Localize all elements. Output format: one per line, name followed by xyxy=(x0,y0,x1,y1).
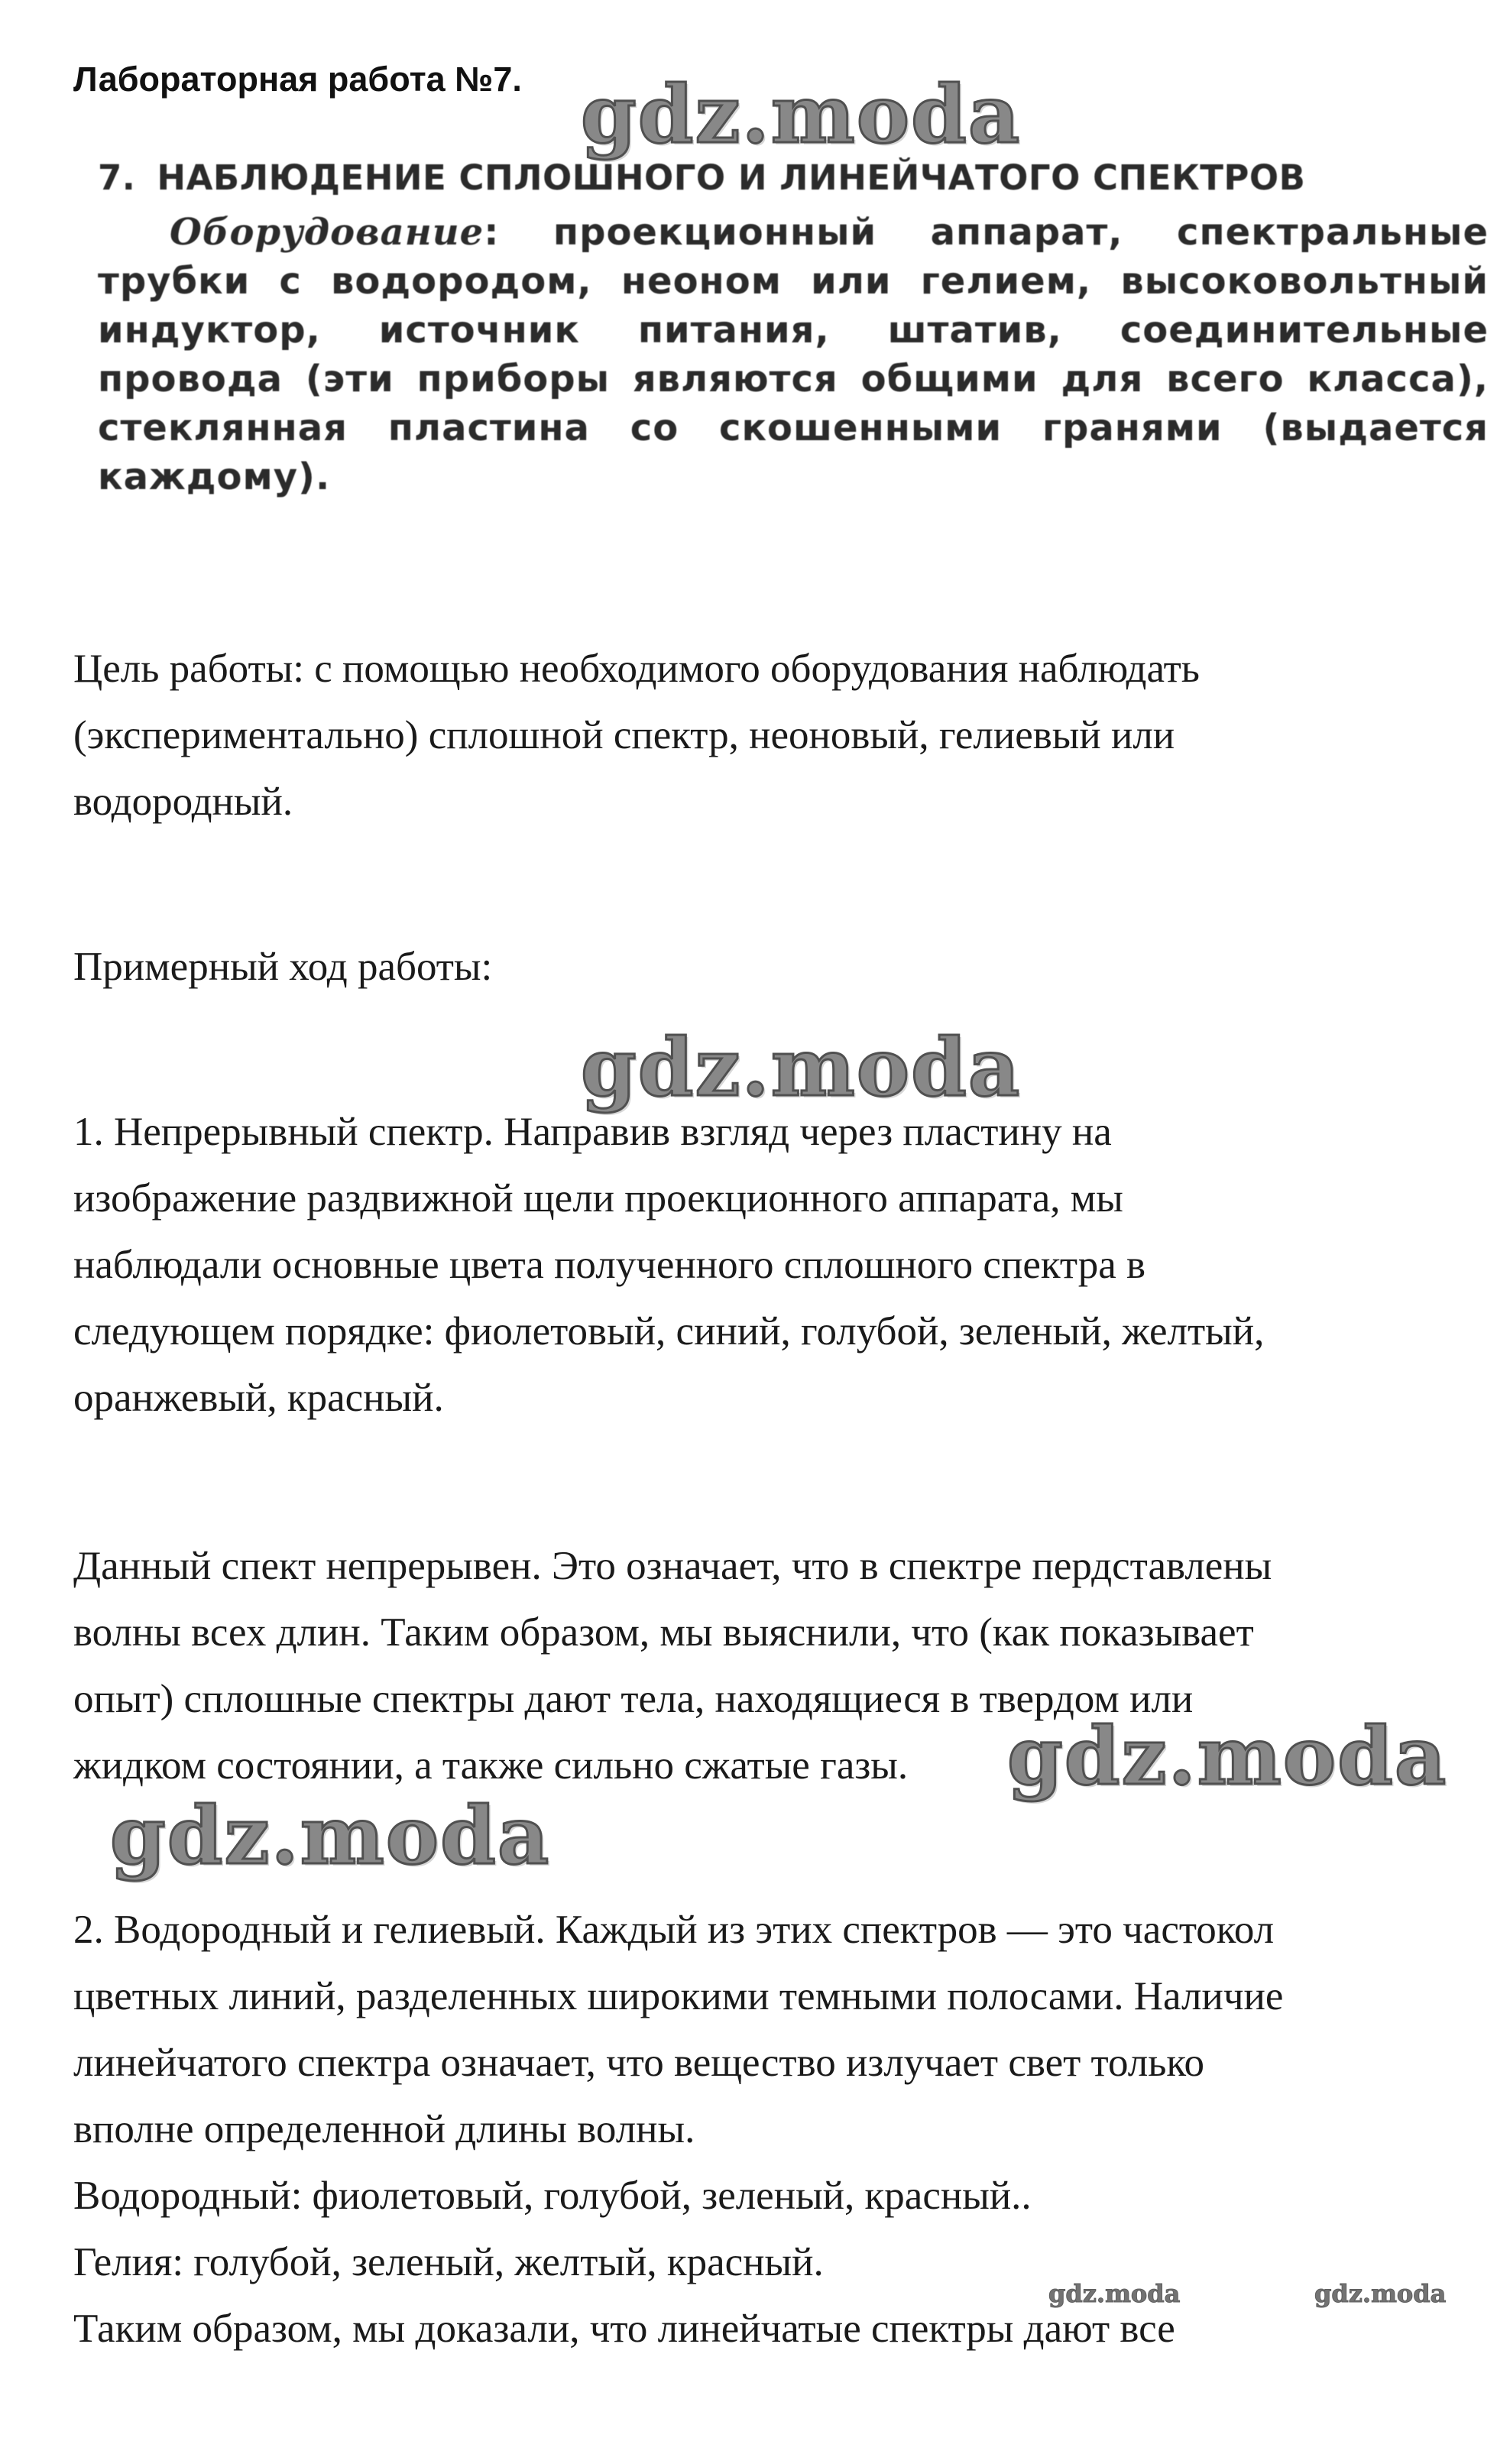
excerpt-heading-text: НАБЛЮДЕНИЕ СПЛОШНОГО И ЛИНЕЙЧАТОГО СПЕКТРОВ xyxy=(157,157,1306,198)
goal-line: (экспериментально) сплошной спектр, неоновый, гелиевый или xyxy=(73,713,1175,757)
equipment-text: : проекционный аппарат, спектральные трубки с водородом, неоном или гелием, высоковольтный индуктор, источник питания, штатив, соединительные провода (эти приборы являются общими для всего класса), стеклянная пластина со скошенными гранями (выдается каждому). xyxy=(98,211,1489,498)
step-1-paragraph xyxy=(73,1099,1449,1431)
step-2-line: Гелия: голубой, зеленый, желтый, красный. xyxy=(73,2240,824,2284)
watermark-logo-small: gdz.moda xyxy=(1048,2279,1181,2308)
step-1-line: оранжевый, красный. xyxy=(73,1376,444,1420)
step-2-paragraph xyxy=(73,1897,1449,2362)
step-2-line: 2. Водородный и гелиевый. Каждый из этих спектров — это частокол xyxy=(73,1908,1275,1952)
step-2-line: Водородный: фиолетовый, голубой, зеленый, красный.. xyxy=(73,2174,1032,2218)
excerpt-heading-number: 7. xyxy=(98,157,136,198)
step-1-line: 1. Непрерывный спектр. Направив взгляд через пластину на xyxy=(73,1110,1112,1154)
procedure-label-text: Примерный ход работы: xyxy=(73,945,493,989)
step-2-line: линейчатого спектра означает, что вещество излучает свет только xyxy=(73,2041,1204,2085)
step-2-line: цветных линий, разделенных широкими темными полосами. Наличие xyxy=(73,1974,1284,2018)
step-2-line: Таким образом, мы доказали, что линейчатые спектры дают все xyxy=(73,2307,1175,2351)
step-1-line: наблюдали основные цвета полученного сплошного спектра в xyxy=(73,1243,1145,1287)
watermark-logo: gdz.moda xyxy=(1007,1709,1448,1803)
goal-line: водородный. xyxy=(73,780,293,824)
step-1-line: изображение раздвижной щели проекционного аппарата, мы xyxy=(73,1176,1123,1221)
watermark-logo: gdz.moda xyxy=(110,1788,551,1882)
step-2-line: вполне определенной длины волны. xyxy=(73,2107,695,2151)
goal-line: Цель работы: с помощью необходимого оборудования наблюдать xyxy=(73,647,1200,691)
watermark-logo-small: gdz.moda xyxy=(1314,2279,1447,2308)
watermark-logo: gdz.moda xyxy=(581,1020,1022,1114)
conclusion-line: опыт) сплошные спектры дают тела, находящиеся в твердом или xyxy=(73,1677,1194,1721)
procedure-label xyxy=(73,934,1449,1000)
step-1-line: следующем порядке: фиолетовый, синий, голубой, зеленый, желтый, xyxy=(73,1309,1265,1354)
lab-title: Лабораторная работа №7. xyxy=(73,60,522,99)
conclusion-line: Данный спект непрерывен. Это означает, что в спектре пердставлены xyxy=(73,1544,1272,1588)
excerpt-equipment xyxy=(98,208,1489,501)
goal-paragraph xyxy=(73,636,1449,835)
conclusion-line: волны всех длин. Таким образом, мы выяснили, что (как показывает xyxy=(73,1610,1254,1655)
watermark-logo: gdz.moda xyxy=(581,67,1022,161)
equipment-label: Оборудование xyxy=(170,211,484,254)
textbook-excerpt xyxy=(98,153,1489,501)
conclusion-line: жидком состоянии, а также сильно сжатые газы. xyxy=(73,1743,909,1788)
